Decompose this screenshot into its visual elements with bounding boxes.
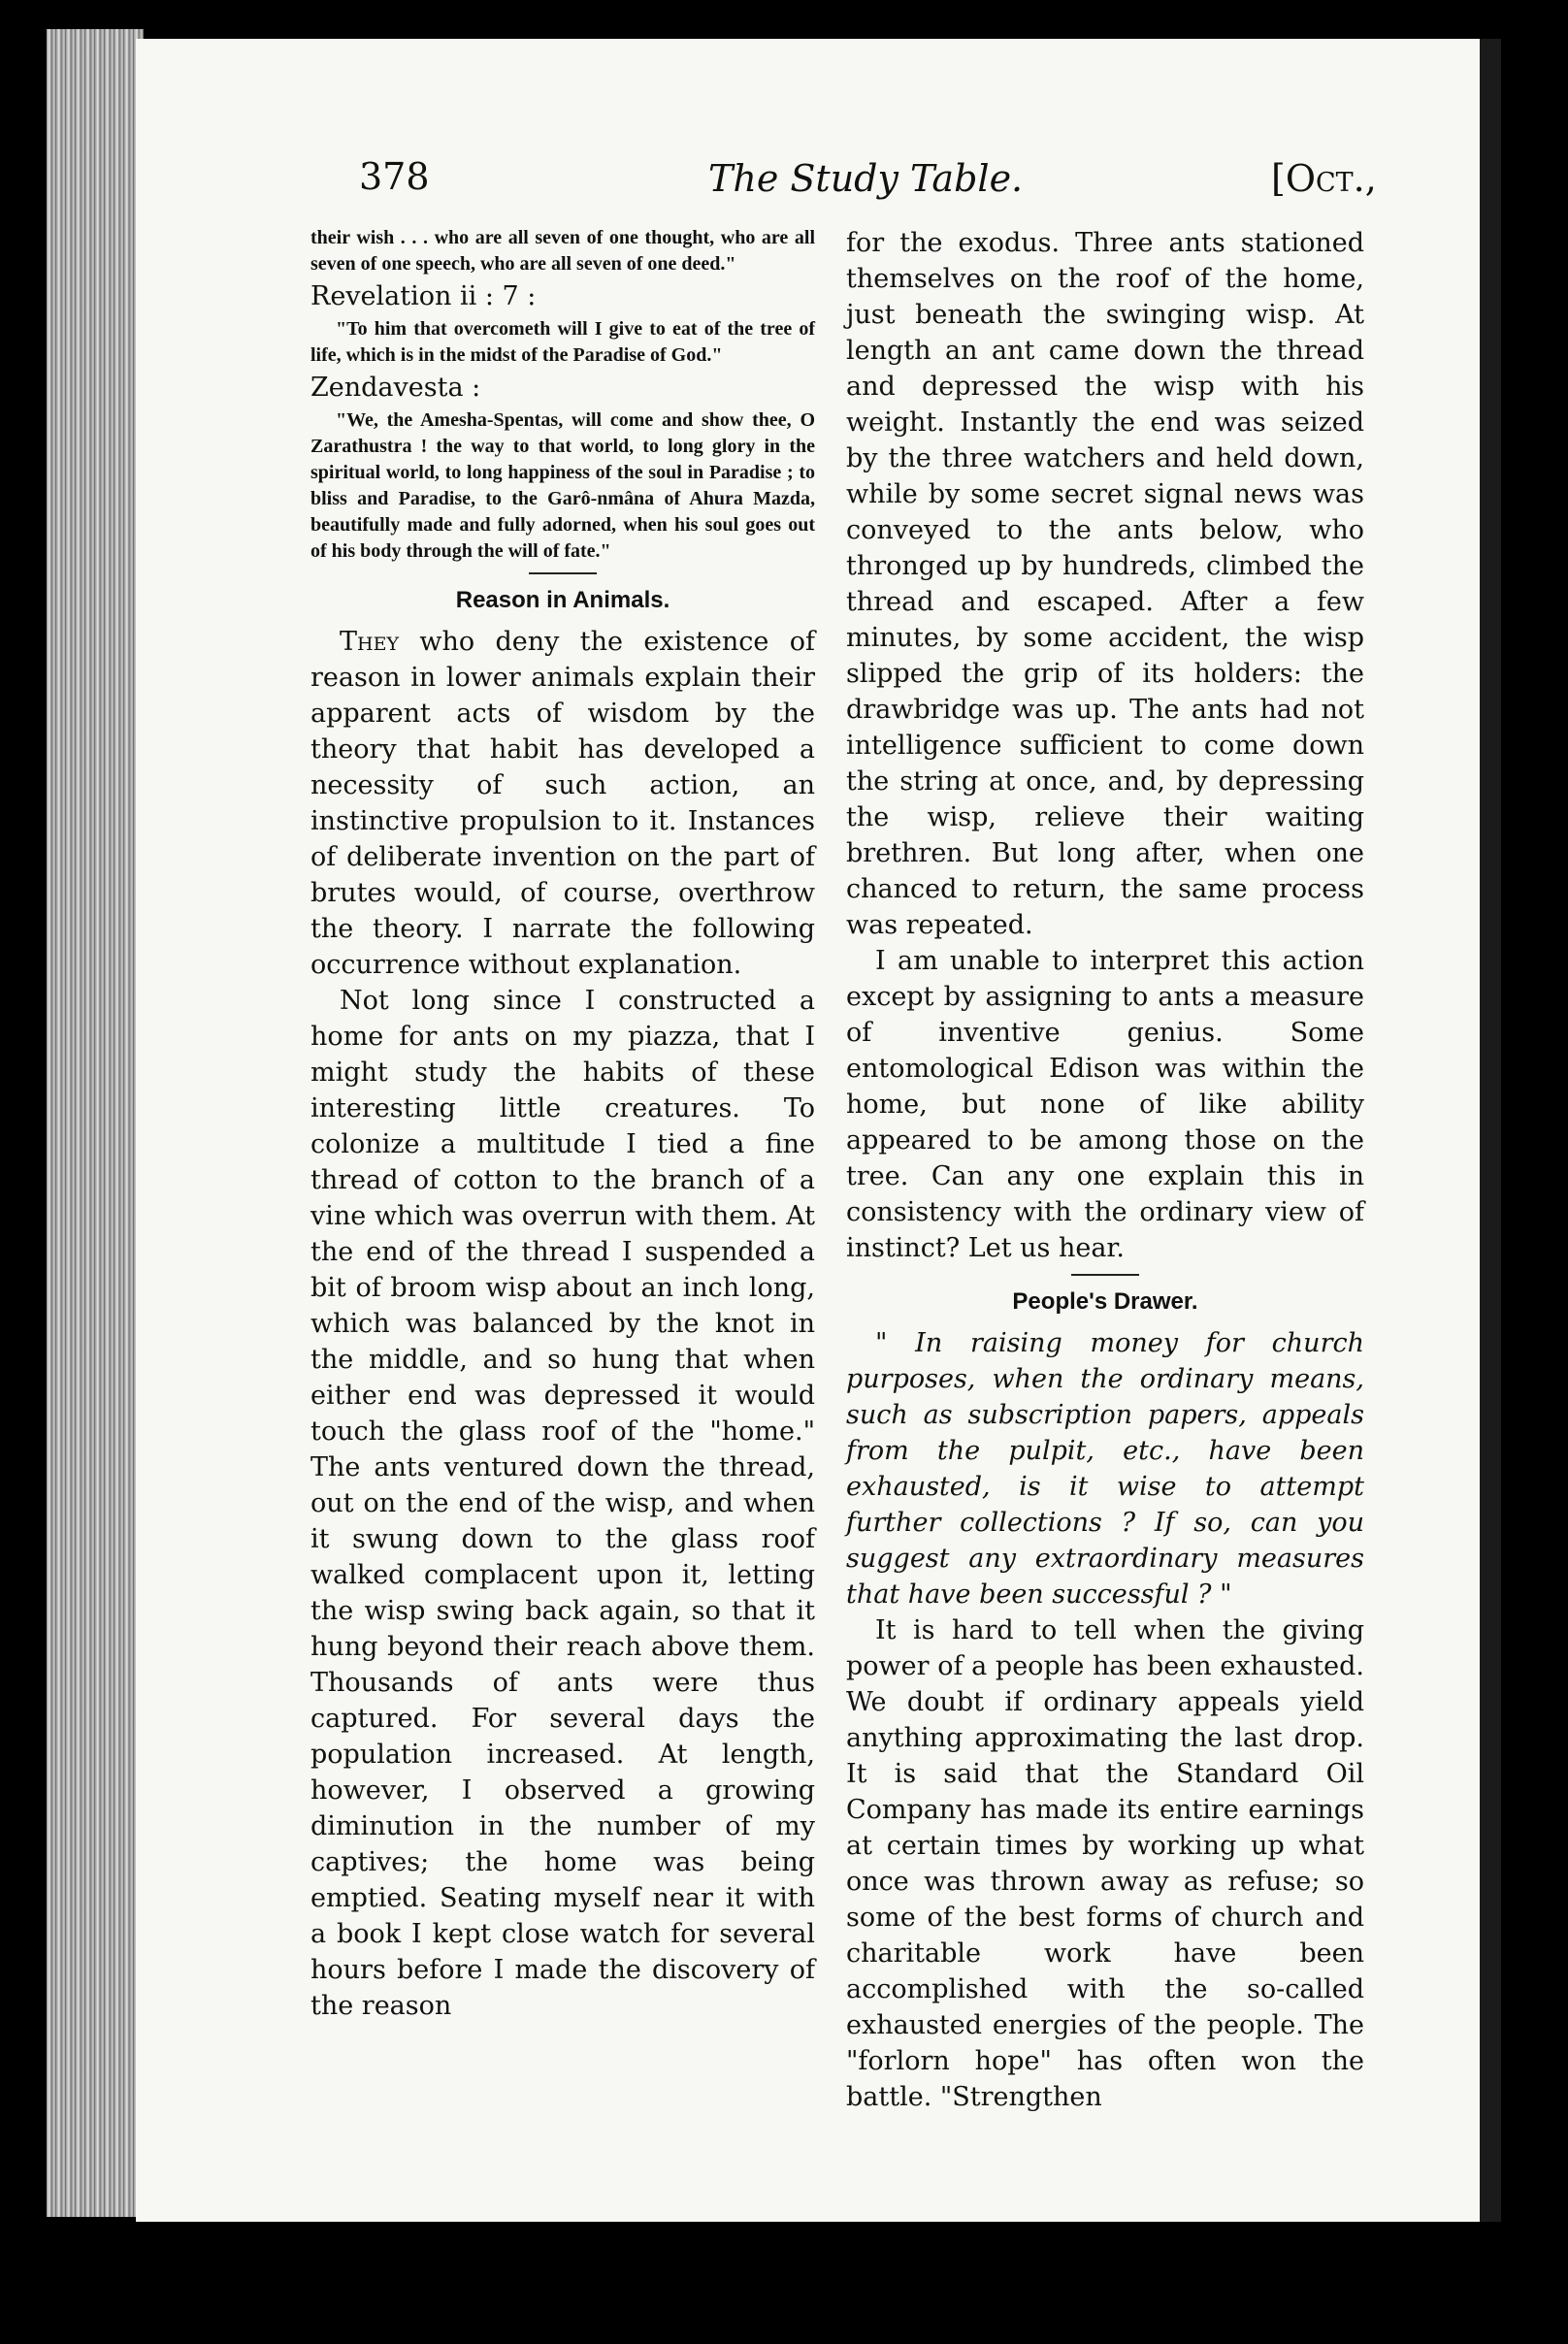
label-revelation: Revelation ii : 7 : (310, 281, 537, 311)
page-header (184, 136, 1388, 213)
heading-peoples-drawer: People's Drawer. (1012, 1288, 1198, 1315)
quote-revelation: "To him that overcometh will I give to eat of the tree of life, which is in the midst of the Paradise of God." (310, 318, 815, 366)
paragraph-exodus: for the exodus. Three ants stationed themselves on the roof of the home, just beneath the swinging wisp. At length an ant came down the thread and depressed the wisp with his weight. Instantly the end was seized by the three watchers and held down, while by some secret signal news was conveyed to the ants below, who thronged up by hundreds, climbed the thread and escaped. After a few minutes, by some accident, the wisp slipped the grip of its holders: the drawbridge was up. The ants had not intelligence sufficient to come down the string at once, and, by depressing the wisp, relieve their waiting brethren. But long after, when one chanced to return, the same process was repeated. (846, 228, 1364, 940)
paragraph-interpret: I am unable to interpret this action except by assigning to ants a measure of inventive genius. Some entomological Edison was within the home, but none of like ability appeared to be among those on the tree. Can any one explain this in consistency with the ordinary view of instinct? Let us hear. (846, 946, 1364, 1263)
running-month: [Oct., (1271, 157, 1377, 200)
paragraph-lead-word: They (340, 627, 399, 657)
book-binding-edge (47, 29, 144, 2217)
left-column (310, 225, 815, 2024)
section-divider (529, 572, 597, 574)
paragraph-reason-1-text: who deny the existence of reason in lower animals explain their apparent acts of wisdom by the theory that habit has developed a necessity of such action, an instinctive propulsion to it. Instances of deliberate invention on the part of brutes would, of course, overthrow the theory. I narrate the following occurrence without explanation. (310, 627, 815, 980)
right-column (846, 225, 1364, 2115)
paragraph-giving-power: It is hard to tell when the giving power of a people has been exhausted. We doubt if ordinary appeals yield anything approximating the last drop. It is said that the Standard Oil Company has made its entire earnings at certain times by working up what once was thrown away as refuse; so some of the best forms of church and charitable work have been accomplished with the so-called exhausted energies of the people. The "forlorn hope" has often won the battle. "Strengthen (846, 1615, 1364, 2112)
paragraph-reason-1 (310, 624, 815, 983)
paragraph-reason-2: Not long since I constructed a home for ants on my piazza, that I might study the habits of these interesting little creatures. To colonize a multitude I tied a fine thread of cotton to the branch of a vine which was overrun with them. At the end of the thread I suspended a bit of broom wisp about an inch long, which was balanced by the knot in the middle, and so hung that when either end was depressed it would touch the glass roof of the "home." The ants ventured down the thread, out on the end of the wisp, and when it swung down to the glass roof walked complacent upon it, letting the wisp swing back again, so that it hung beyond their reach above them. Thousands of ants were thus captured. For several days the population increased. At length, however, I observed a growing diminution in the number of my captives; the home was being emptied. Seating myself near it with a book I kept close watch for several hours before I made the discovery of the reason (310, 986, 815, 2021)
question-church-purposes: " In raising money for church purposes, when the ordinary means, such as subscription papers, appeals from the pulpit, etc., have been exhausted, is it wise to attempt further collections ? If so, can you suggest any extraordinary measures that have been successful ? " (846, 1328, 1364, 1610)
heading-reason-in-animals: Reason in Animals. (455, 587, 670, 613)
running-title: The Study Table. (708, 157, 1024, 200)
quote-seven: their wish . . . who are all seven of one thought, who are all seven of one speech, who are all seven of one deed." (310, 227, 815, 275)
page-number: 378 (359, 155, 430, 198)
section-divider-2 (1071, 1274, 1139, 1276)
label-zendavesta: Zendavesta : (310, 373, 481, 403)
quote-zendavesta: "We, the Amesha-Spentas, will come and show thee, O Zarathustra ! the way to that world, to long glory in the spiritual world, to long happiness of the soul in Paradise ; to bliss and Paradise, to the Garô-nmâna of Ahura Mazda, beautifully made and fully adorned, when his soul goes out of his body through the will of fate." (310, 409, 815, 562)
page-right-edge (1480, 39, 1501, 2222)
